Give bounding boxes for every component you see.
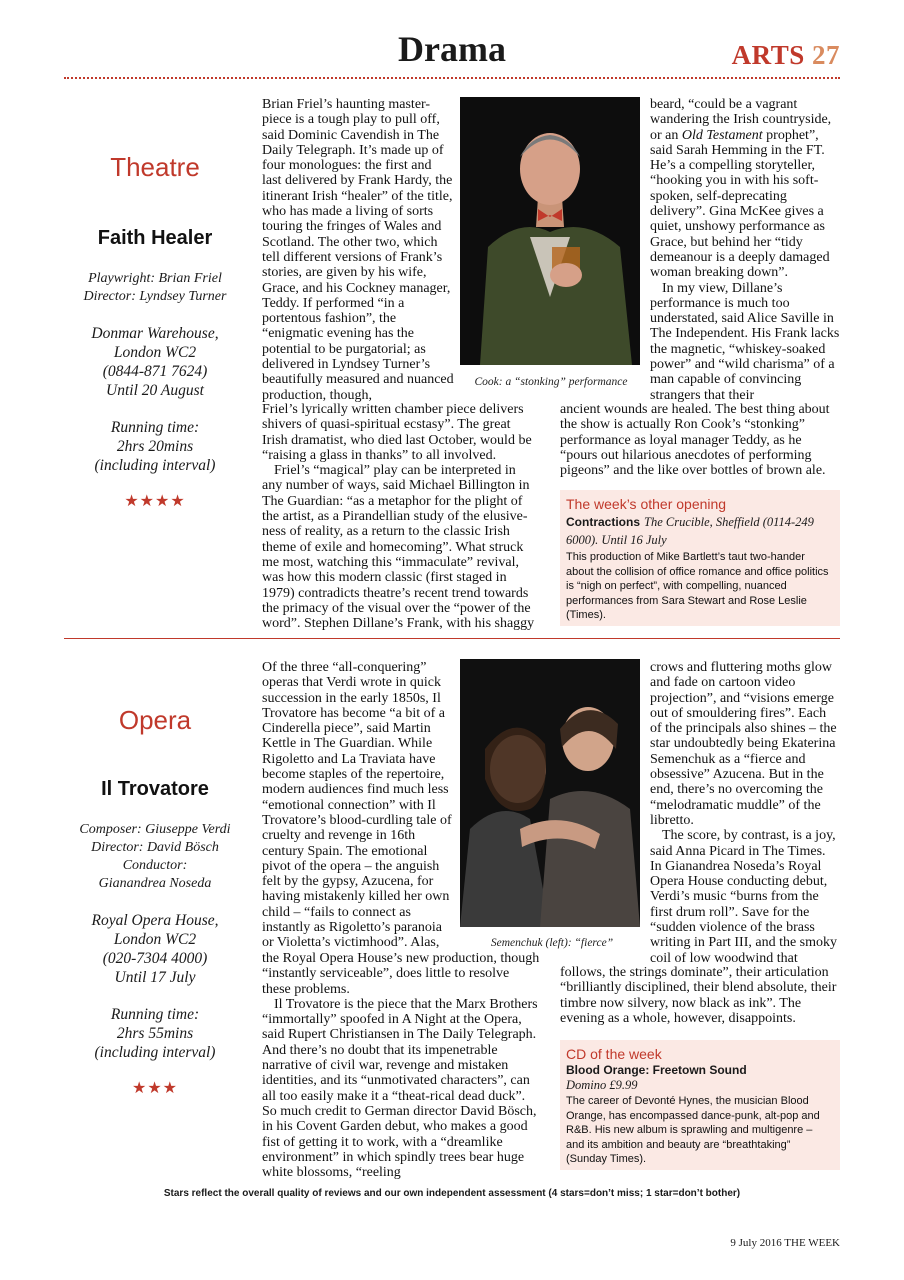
show-title: Faith Healer — [97, 227, 213, 249]
theatre-column-c — [650, 97, 840, 403]
credit-line: Director: David Bösch — [91, 840, 219, 855]
credit-line: Director: Lyndsey Turner — [83, 289, 227, 304]
running-line: (including interval) — [94, 1044, 216, 1061]
credit-line: Playwright: Brian Friel — [88, 271, 222, 286]
running-time — [70, 1005, 240, 1062]
venue-line: Royal Opera House, — [91, 912, 219, 929]
paragraph: crows and fluttering moths glow and fade on cartoon video projection”, and “visions emerge out of smouldering fires”. Each of the principals also shines – the star undoubtedly being Ekaterina Semenchuk as a “fierce and obsessive” Azucena. But in the end, there’s no overcoming the “melodramatic muddle” of the libretto. — [650, 660, 837, 828]
text-run: prophet”, said Sarah Hemming in the FT. He’s a compelling storyteller, “hooking you in with his soft-spoken, self-deprecating delivery”. Gina McKee gives a quiet, unshowy performance as Grace, but behind her “tidy demeanour is a deeply damaged woman breaking down”. — [650, 127, 830, 281]
theatre-sidebar — [70, 152, 240, 511]
box-show-details: Domino £9.99 — [566, 1078, 638, 1092]
running-line: 2hrs 20mins — [116, 438, 194, 455]
venue-line: London WC2 — [113, 344, 197, 361]
theatre-column-a — [262, 97, 454, 403]
theatre-column-b — [262, 402, 538, 631]
venue-line: (020-7304 4000) — [102, 950, 208, 967]
box-text: The career of Devonté Hynes, the musician Blood Orange, has encompassed dance-punk, alt-pop and R&B. His new album is sprawling and multigenre – and its ambition and beauty are “breathtaking” (Sunday Times). — [566, 1095, 820, 1165]
star-rating: ★★★★ — [124, 493, 186, 510]
category-label: Theatre — [110, 152, 200, 182]
box-show-title: Contractions — [566, 515, 641, 529]
paragraph — [650, 97, 840, 281]
rating-footnote: Stars reflect the overall quality of reviews and our own independent assessment (4 stars=don’t miss; 1 star=don’t bother) — [163, 1188, 741, 1199]
box-show-title: Blood Orange: Freetown Sound — [566, 1063, 747, 1077]
paragraph: Il Trovatore is the piece that the Marx Brothers “immortally” spoofed in A Night at the Opera, said Rupert Christiansen in The Daily Telegraph. And there’s no doubt that its impenetrable narrative of civil war, revenge and mistaken identities, and its “unmotivated characters”, can all too easily make it a “theat-rical dead duck”. So much credit to German director David Bösch, in his Covent Garden debut, who makes a good fist of getting it to work, with a “dreamlike environment” in which spindly trees bear huge white blossoms, “reeling — [262, 996, 538, 1181]
venue-line: Until 20 August — [106, 382, 204, 399]
running-line: Running time: — [110, 419, 200, 436]
paragraph: the Royal Opera House’s new production, though “instantly serviceable”, does little to resolve these problems. — [262, 951, 540, 997]
page-number: 27 — [812, 40, 840, 70]
paragraph: Friel’s “magical” play can be interpreted in any number of ways, said Michael Billington in The Guardian: “as a metaphor for the plight of the artist, as a Pirandellian study of the elusive-ness of reality, as a return to the classic Irish theme of exile and homecoming”. What struck me most, watching this “immaculate” revival, was how this modern classic (first staged in 1979) contradicts theatre’s recent trend towards the primacy of the visual over the “power of the word”. Stephen Dillane’s Frank, with his shaggy — [262, 463, 535, 632]
category-label: Opera — [118, 705, 192, 735]
paragraph: The score, by contrast, is a joy, said Anna Picard in The Times. In Gianandrea Noseda’s Royal Opera House conducting debut, Verdi’s music “burns from the first drum roll”. Save for the “sudden violence of the brass writing in Part III, and the smoky coil of low woodwind that — [650, 828, 838, 966]
section-label — [732, 40, 840, 71]
venue-line: Until 17 July — [114, 969, 196, 986]
credit-line: Conductor: — [122, 858, 188, 873]
singers-photo-illustration — [460, 659, 640, 927]
page-footer: 9 July 2016 THE WEEK — [730, 1237, 840, 1249]
header-divider — [64, 77, 840, 79]
opera-column-a — [262, 660, 454, 951]
paragraph: Friel’s lyrically written chamber piece delivers shivers of quasi-spiritual ecstasy”. The great Irish dramatist, who died last October, would be “raising a glass in thanks” to all involved. — [262, 402, 532, 463]
credit-line: Composer: Giuseppe Verdi — [79, 822, 231, 837]
text-run: beard, “could be a vagrant wandering the Irish countryside, or an — [650, 97, 832, 143]
box-text: This production of Mike Bartlett’s taut two-hander about the collision of office romance and office politics is “nigh on perfect”, with compelling, nuanced performances from Sara Stewart and Rose Leslie (Times). — [566, 551, 829, 621]
paragraph: ancient wounds are healed. The best thing about the show is actually Ron Cook’s “stonking” performance as loyal manager Teddy, as he “pours out hilarious anecdotes of performing pigeons” and the like over bottles of brown ale. — [560, 402, 830, 479]
venue-line: (0844-871 7624) — [102, 363, 208, 380]
page-title: Drama — [398, 29, 506, 69]
running-line: 2hrs 55mins — [116, 1025, 194, 1042]
text-run-italic: Old Testament — [681, 127, 763, 143]
credits — [70, 821, 240, 893]
actor-photo-illustration — [460, 97, 640, 365]
cd-of-week-box — [560, 1040, 840, 1170]
other-opening-box — [560, 490, 840, 626]
running-time — [70, 418, 240, 475]
star-rating: ★★★ — [131, 1080, 179, 1097]
venue-info — [70, 911, 240, 987]
credits — [70, 270, 240, 306]
box-heading: CD of the week — [566, 1046, 662, 1062]
paragraph: In my view, Dillane’s performance is much too understated, said Alice Saville in The Independent. His Frank lacks the magnetic, “whiskey-soaked power” and “wild charisma” of a man capable of convincing strangers that their — [650, 280, 840, 403]
section-divider — [64, 638, 840, 639]
credit-line: Gianandrea Noseda — [98, 876, 212, 891]
venue-line: Donmar Warehouse, — [91, 325, 219, 342]
photo-caption: Semenchuk (left): “fierce” — [490, 937, 614, 949]
box-show-details: The Crucible, Sheffield (0114-249 6000). Until 16 July — [566, 515, 814, 547]
theatre-photo — [460, 97, 640, 365]
paragraph: Brian Friel’s haunting master-piece is a tough play to pull off, said Dominic Cavendish in The Daily Telegraph. It’s made up of four monologues: the first and last delivered by Frank Hardy, the itinerant Irish “healer” of the title, who has made a living of sorts touring the fringes of Wales and Scotland. The other two, which tell different versions of Frank’s stories, are given by his wife, Grace, and his Cockney manager, Teddy. If performed “in a portentous fashion”, the “enigmatic evening has the potential to be purgatorial; as delivered in Lyndsey Turner’s beautifully measured and nuanced production, though, — [262, 97, 454, 403]
venue-info — [70, 324, 240, 400]
photo-caption: Cook: a “stonking” performance — [474, 376, 628, 388]
running-line: Running time: — [110, 1006, 200, 1023]
section-name: ARTS — [731, 40, 805, 70]
opera-photo — [460, 659, 640, 927]
show-title: Il Trovatore — [101, 778, 209, 800]
box-heading: The week’s other opening — [566, 496, 727, 512]
paragraph: Of the three “all-conquering” operas that Verdi wrote in quick succession in the early 1850s, Il Trovatore has become “a bit of a Cinderella piece”, said Martin Kettle in The Guardian. While Rigoletto and La Traviata have become staples of the repertoire, modern audiences find much less “emotional connection” with Il Trovatore’s blood-curdling tale of cruelty and revenge in 16th century Spain. The emotional pivot of the opera – the anguish felt by the gypsy, Azucena, for having mistakenly killed her own child – “fails to connect as instantly as Rigoletto’s paranoia or Violetta’s victimhood”. Alas, — [262, 660, 452, 951]
theatre-column-d — [560, 402, 840, 478]
opera-column-b — [262, 951, 540, 1180]
running-line: (including interval) — [94, 457, 216, 474]
opera-column-d — [560, 965, 840, 1026]
paragraph: follows, the strings dominate”, their articulation “brilliantly disciplined, their blend absolute, their timbre now silvery, now black as ink”. The evening as a whole, however, disappoints. — [560, 965, 837, 1026]
venue-line: London WC2 — [113, 931, 197, 948]
opera-sidebar — [70, 705, 240, 1098]
box-subheading — [566, 513, 832, 549]
opera-column-c — [650, 660, 840, 966]
